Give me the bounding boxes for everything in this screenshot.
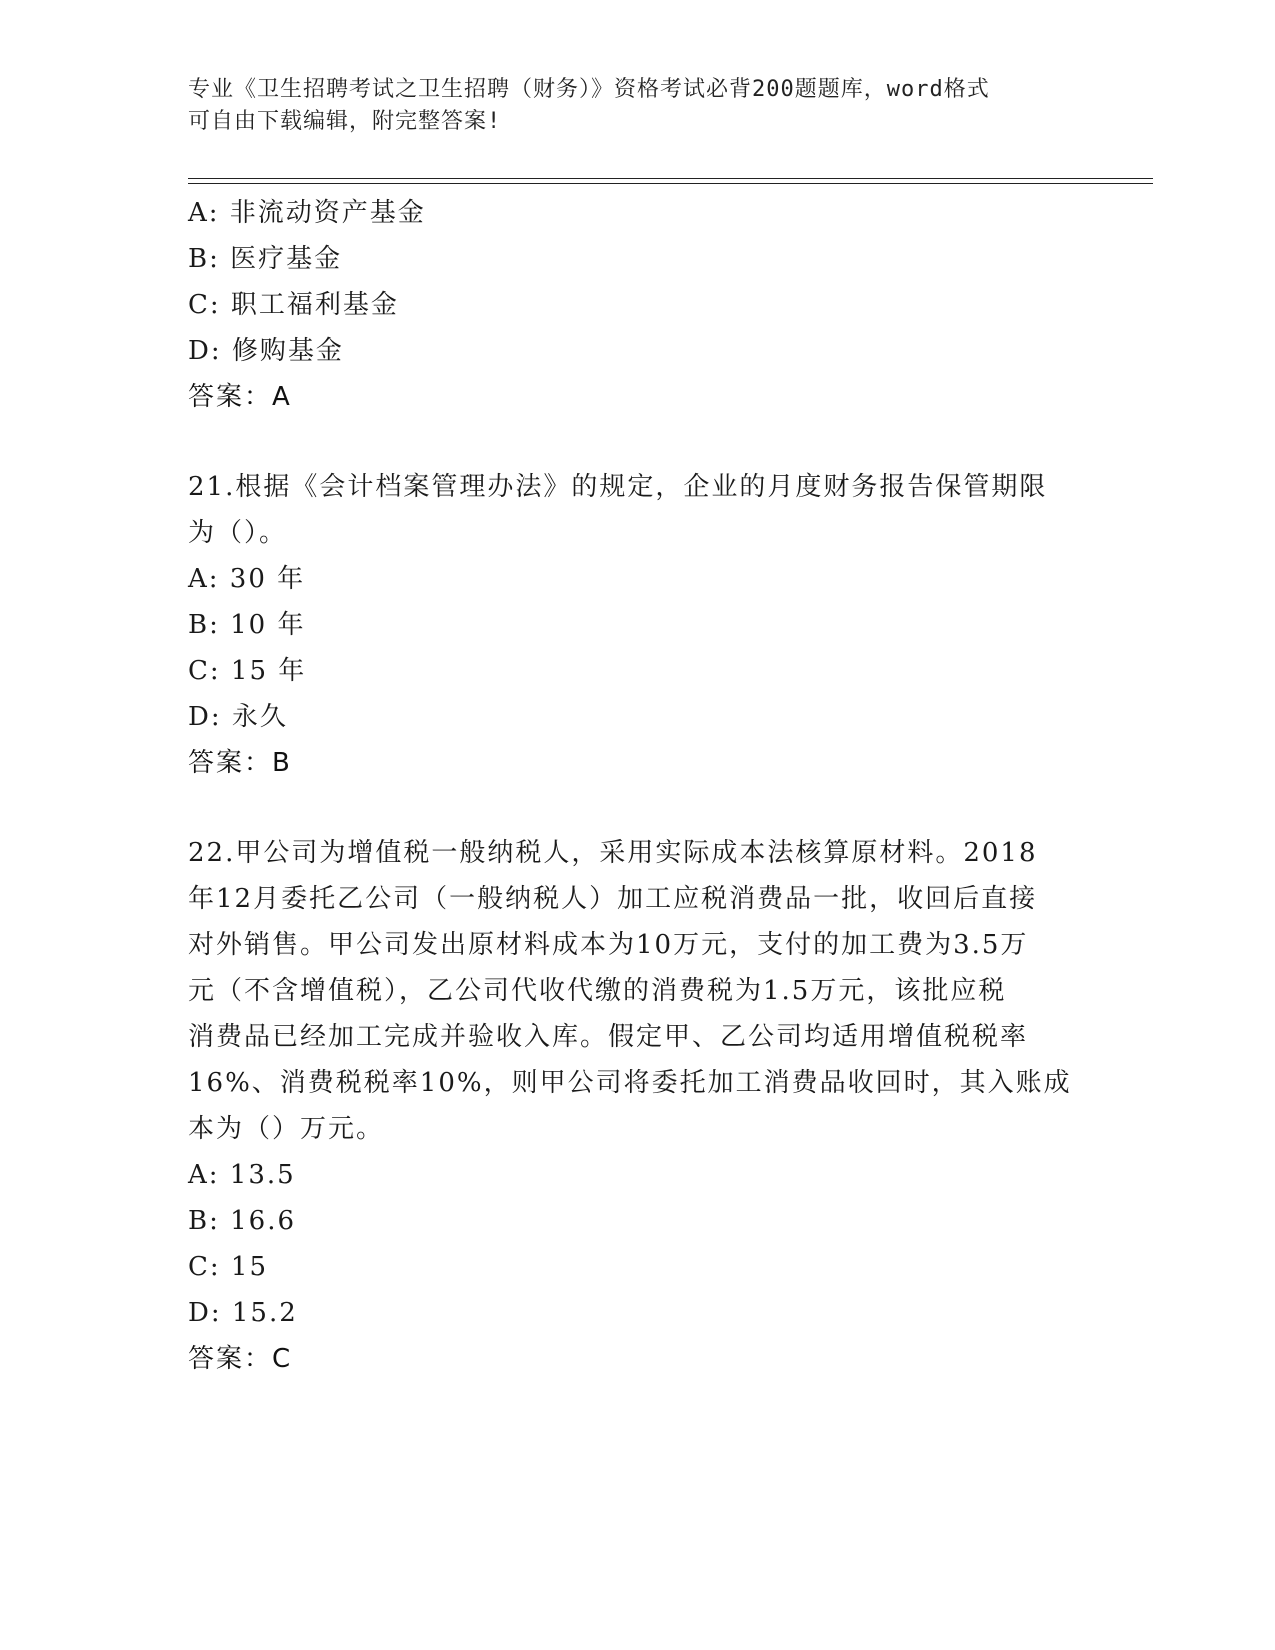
question-text: 21.根据《会计档案管理办法》的规定，企业的月度财务报告保管期限为（）。 bbox=[188, 472, 1048, 548]
document-header bbox=[188, 74, 1068, 138]
option-b: B: 10 年 bbox=[188, 610, 306, 640]
question-text-line: 22.甲公司为增值税一般纳税人，采用实际成本法核算原材料。2018 bbox=[188, 838, 1038, 868]
option-a: A: 13.5 bbox=[188, 1160, 296, 1190]
question-text-line: 对外销售。甲公司发出原材料成本为10万元，支付的加工费为3.5万 bbox=[188, 930, 1029, 960]
question-text-line: 元（不含增值税），乙公司代收代缴的消费税为1.5万元，该批应税 bbox=[188, 976, 1007, 1006]
question-block-20 bbox=[188, 190, 1068, 420]
answer-line: 答案：B bbox=[188, 748, 292, 778]
header-divider-top bbox=[188, 178, 1153, 179]
header-line-2: 可自由下载编辑，附完整答案! bbox=[188, 109, 502, 134]
option-c: C: 15 bbox=[188, 1252, 269, 1282]
option-b: B: 16.6 bbox=[188, 1206, 297, 1236]
question-text-line: 消费品已经加工完成并验收入库。假定甲、乙公司均适用增值税税率 bbox=[188, 1022, 1029, 1052]
option-a: A: 30 年 bbox=[188, 564, 306, 594]
option-a: A: 非流动资产基金 bbox=[188, 198, 426, 228]
question-block-22 bbox=[188, 830, 1072, 1382]
option-c: C: 职工福利基金 bbox=[188, 290, 399, 320]
question-text-line: 本为（）万元。 bbox=[188, 1114, 385, 1144]
answer-line: 答案：A bbox=[188, 382, 292, 412]
option-b: B: 医疗基金 bbox=[188, 244, 343, 274]
header-line-1: 专业《卫生招聘考试之卫生招聘（财务）》资格考试必背200题题库，word格式 bbox=[188, 77, 990, 102]
option-d: D: 永久 bbox=[188, 702, 288, 732]
question-block-21 bbox=[188, 464, 1068, 786]
question-text-line: 16%、消费税税率10%，则甲公司将委托加工消费品收回时，其入账成 bbox=[188, 1068, 1072, 1098]
option-d: D: 15.2 bbox=[188, 1298, 298, 1328]
answer-line: 答案：C bbox=[188, 1344, 293, 1374]
spacer bbox=[188, 420, 1068, 464]
question-list bbox=[188, 190, 1072, 1382]
spacer bbox=[188, 786, 1068, 830]
option-d: D: 修购基金 bbox=[188, 336, 344, 366]
header-divider-bottom bbox=[188, 183, 1153, 184]
question-text-line: 年12月委托乙公司（一般纳税人）加工应税消费品一批，收回后直接 bbox=[188, 884, 1038, 914]
option-c: C: 15 年 bbox=[188, 656, 307, 686]
